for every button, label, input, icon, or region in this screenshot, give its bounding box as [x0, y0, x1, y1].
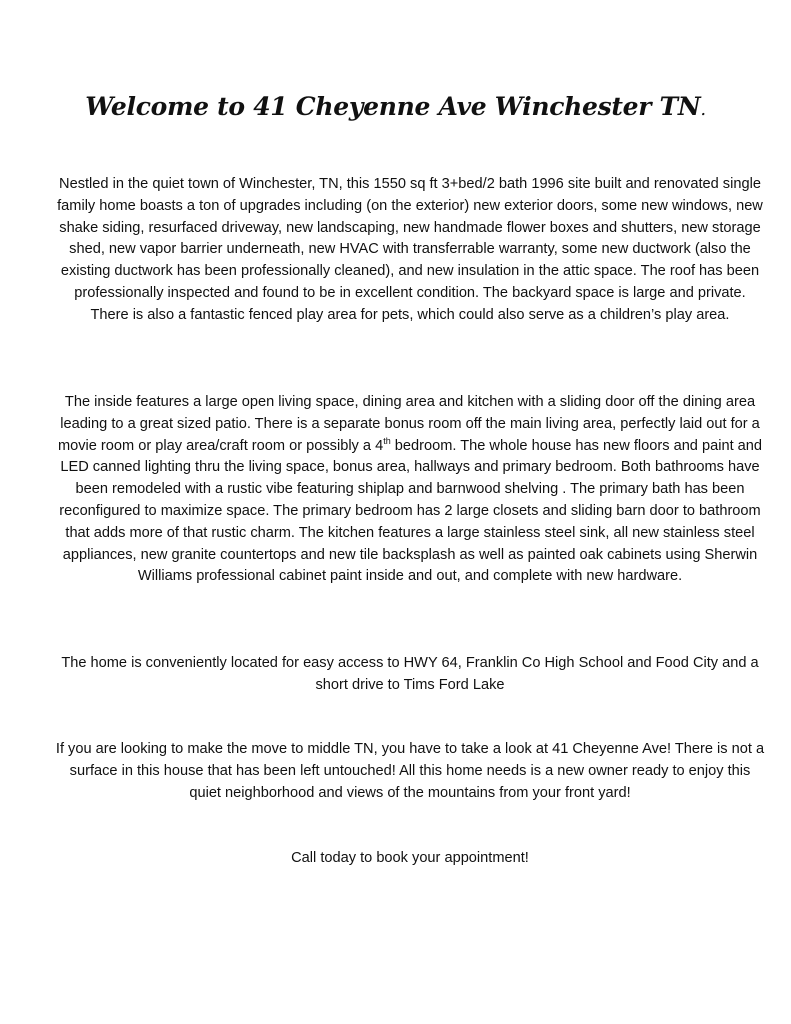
interior-paragraph — [54, 392, 766, 588]
closing-paragraph: If you are looking to make the move to middle TN, you have to take a look at 41 Cheyenne Ave! There is not a surface in this house that has been left untouched! All this home needs is a new owner ready to enjoy this quiet neighborhood and views of the mountains from your front yard! — [55, 741, 765, 801]
intro-paragraph: Nestled in the quiet town of Winchester, TN, this 1550 sq ft 3+bed/2 bath 1996 site built and renovated single family home boasts a ton of upgrades including (on the exterior) new exterior doors, some new windows, new shake siding, resurfaced driveway, new landscaping, new handmade flower boxes and shutters, new storage shed, new vapor barrier underneath, new HVAC with transferrable warranty, some new ductwork (also the existing ductwork has been professionally cleaned), and new insulation in the attic space. The roof has been professionally inspected and found to be in excellent condition. The backyard space is large and private. There is also a fantastic fenced play area for pets, which could also serve as a children’s play area. — [57, 176, 763, 323]
interior-text-part1: The inside features a large open living space, dining area and kitchen with a sliding door off the dining area leading to a great sized patio. There is a separate bonus room off the main living area, perfectly laid out for a movie room or play area/craft room or possibly a 4 — [57, 394, 760, 454]
location-paragraph: The home is conveniently located for easy access to HWY 64, Franklin Co High School and Food City and a short drive to Tims Ford Lake — [61, 655, 759, 693]
title-text: Welcome to 41 Cheyenne Ave Winchester TN — [85, 92, 701, 121]
page-title — [0, 92, 791, 121]
ordinal-superscript: th — [383, 435, 391, 446]
title-period: . — [700, 99, 706, 120]
interior-text-part2: bedroom. The whole house has new floors and paint and LED canned lighting thru the living space, bonus area, hallways and primary bedroom. Both bathrooms have been remodeled with a rustic vibe featuring shiplap and barnwood shelving . The primary bath has been reconfigured to maximize space. The primary bedroom has 2 large closets and sliding barn door to bathroom that adds more of that rustic charm. The kitchen features a large stainless steel sink, all new stainless steel appliances, new granite countertops and new tile backsplash as well as painted oak cabinets using Sherwin Williams professional cabinet paint inside and out, and complete with new hardware. — [59, 437, 763, 585]
call-to-action: Call today to book your appointment! — [291, 850, 529, 866]
